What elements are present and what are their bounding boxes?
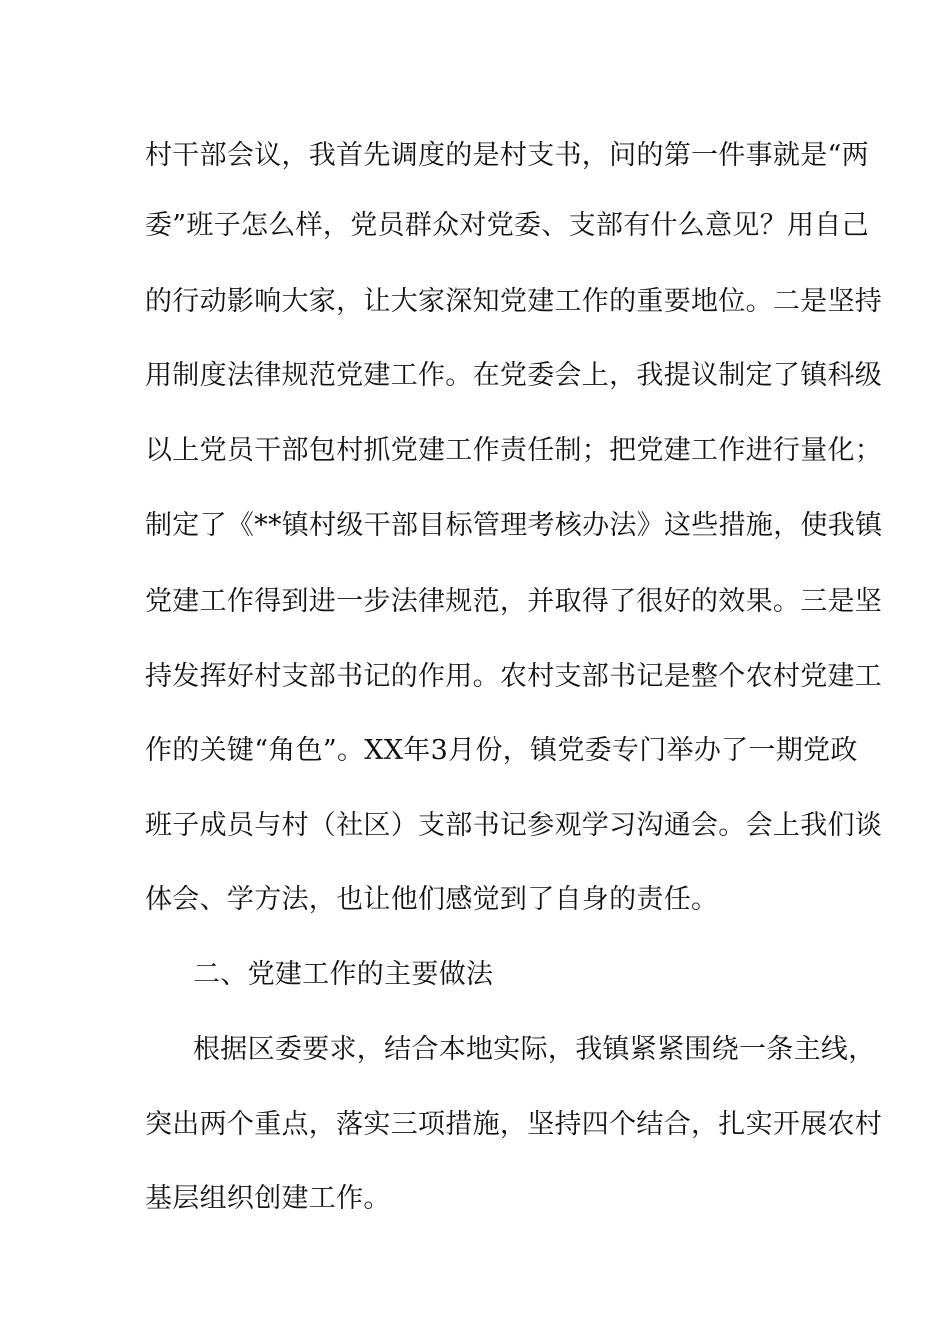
- body-text-line: 持发挥好村支部书记的作用。农村支部书记是整个农村党建工: [145, 661, 883, 692]
- body-text-line: 班子成员与村（社区）支部书记参观学习沟通会。会上我们谈: [145, 810, 883, 841]
- body-text-line: 以上党员干部包村抓党建工作责任制；把党建工作进行量化；: [145, 435, 883, 466]
- body-text-line: 突出两个重点，落实三项措施，坚持四个结合，扎实开展农村: [145, 1109, 883, 1140]
- body-text-line: 党建工作得到进一步法律规范，并取得了很好的效果。三是坚: [145, 586, 883, 617]
- body-text-line: 根据区委要求，结合本地实际，我镇紧紧围绕一条主线，: [193, 1034, 876, 1065]
- body-text-line: 的行动影响大家，让大家深知党建工作的重要地位。二是坚持: [145, 286, 883, 317]
- body-text-line: 制定了《**镇村级干部目标管理考核办法》这些措施，使我镇: [145, 510, 883, 541]
- body-text-line: 委”班子怎么样，党员群众对党委、支部有什么意见？用自己: [145, 210, 869, 241]
- body-text-line: 用制度法律规范党建工作。在党委会上，我提议制定了镇科级: [145, 360, 883, 391]
- body-text-line: 作的关键“角色”。XX年3月份，镇党委专门举办了一期党政: [145, 735, 858, 766]
- body-text-line: 村干部会议，我首先调度的是村支书，问的第一件事就是“两: [145, 140, 869, 171]
- body-text-line: 基层组织创建工作。: [145, 1183, 391, 1214]
- body-text-line: 体会、学方法，也让他们感觉到了自身的责任。: [145, 884, 719, 915]
- section-heading: 二、党建工作的主要做法: [193, 959, 494, 990]
